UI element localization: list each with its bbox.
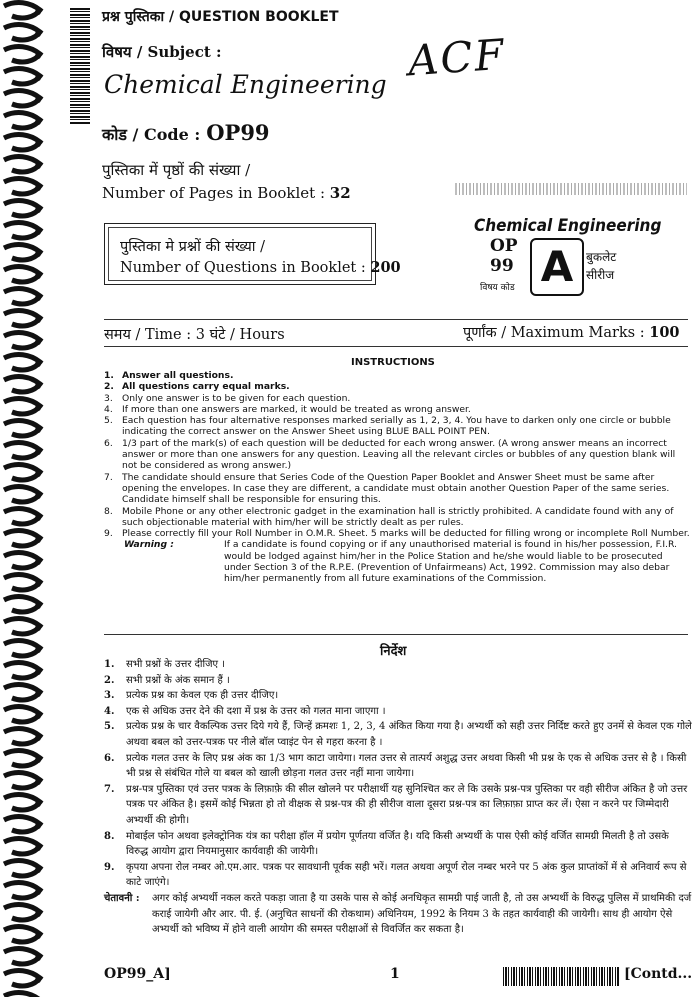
instruction-item: 4. If more than one answers are marked, it would be treated as wrong answer.: [104, 403, 471, 415]
series-letter: A: [540, 242, 574, 291]
code-line: [102, 120, 270, 145]
questions-line: [120, 259, 401, 276]
spiral-coil: [4, 25, 40, 40]
spiral-hole: [35, 273, 41, 279]
spiral-hole: [35, 757, 41, 763]
spiral-coil: [4, 949, 40, 964]
spiral-hole: [35, 647, 41, 653]
instruction-item: 6. 1/3 part of the mark(s) of each question will be deducted for each wrong answer. (A wrong answer means an incorrect answer or more than one answers for any question. Leaving all the relevant circles or bubbles of any question blank will not be considered as wrong answer.): [104, 437, 676, 472]
spiral-coil: [4, 575, 40, 590]
series-op: OP: [490, 236, 518, 256]
spiral-coil: [4, 751, 40, 766]
spiral-hole: [35, 383, 41, 389]
time-allowed: समय / Time : 3 घंटे / Hours: [104, 327, 285, 343]
series-letter-box: [530, 238, 584, 296]
instruction-item: 2. All questions carry equal marks.: [104, 381, 290, 393]
spiral-coil: [4, 509, 40, 524]
spiral-coil: [4, 597, 40, 612]
spiral-coil: [4, 861, 40, 876]
spiral-hole: [35, 405, 41, 411]
series-number: 99: [490, 256, 514, 276]
footer-code: OP99_A]: [104, 966, 171, 982]
spiral-coil: [4, 3, 40, 18]
spiral-coil: [4, 333, 40, 348]
spiral-hole: [35, 581, 41, 587]
spiral-hole: [35, 141, 41, 147]
spiral-hole: [35, 427, 41, 433]
spiral-coil: [4, 729, 40, 744]
hindi-warning-label: चेतावनी :: [104, 892, 140, 904]
instruction-item: 9. Please correctly fill your Roll Number in O.M.R. Sheet. 5 marks will be deducted for filling wrong or incomplete Roll Number.: [104, 528, 690, 540]
subject-name: Chemical Engineering: [104, 70, 387, 99]
questions-value: 200: [370, 259, 401, 276]
spiral-coil: [4, 289, 40, 304]
instructions-list: [104, 370, 692, 585]
spiral-hole: [35, 75, 41, 81]
spiral-coil: [4, 883, 40, 898]
spiral-hole: [35, 801, 41, 807]
spiral-hole: [35, 9, 41, 15]
spiral-coil: [4, 619, 40, 634]
spiral-hole: [35, 515, 41, 521]
footer-contd: [Contd...: [624, 966, 693, 982]
warning: [104, 539, 692, 584]
instruction-item: 8. Mobile Phone or any other electronic gadget in the examination hall is strictly prohibited. A candidate found with any of such objectionable material with him/her will be strictly dealt as per rules.: [104, 505, 674, 528]
hindi-instruction-item: 2. सभी प्रश्नों के अंक समान हैं ।: [104, 674, 230, 686]
pages-hindi: पुस्तिका में पृष्ठों की संख्या /: [102, 161, 251, 179]
spiral-coil: [4, 47, 40, 62]
spiral-coil: [4, 531, 40, 546]
spiral-hole: [35, 625, 41, 631]
code-label: कोड / Code :: [102, 125, 201, 144]
series-hindi-2: सीरीज: [586, 268, 615, 282]
page-number: 1: [390, 966, 400, 982]
spiral-coil: [4, 135, 40, 150]
hindi-instruction-item: 9. कृपया अपना रोल नम्बर ओ.एम.आर. पत्रक पर सावधानी पूर्वक सही भरें। गलत अथवा अपूर्ण रोल नम्बर भरने पर 5 अंक कुल प्राप्तांकों में से अनिवार्य रूप से काटे जाएंगे।: [104, 861, 687, 889]
spiral-coil: [4, 905, 40, 920]
spiral-hole: [35, 603, 41, 609]
spiral-coil: [4, 685, 40, 700]
spiral-coil: [4, 421, 40, 436]
spiral-hole: [35, 889, 41, 895]
spiral-hole: [35, 735, 41, 741]
spiral-hole: [35, 449, 41, 455]
small-barcode: [455, 183, 687, 195]
divider: [104, 346, 688, 347]
booklet-title: प्रश्न पुस्तिका / QUESTION BOOKLET: [102, 9, 339, 25]
spiral-hole: [35, 361, 41, 367]
spiral-coil: [4, 927, 40, 942]
spiral-coil: [4, 91, 40, 106]
spiral-coil: [4, 993, 40, 997]
handwritten-note: ACF: [406, 29, 508, 86]
spiral-coil: [4, 267, 40, 282]
spiral-hole: [35, 471, 41, 477]
instructions-heading: INSTRUCTIONS: [351, 357, 435, 368]
spiral-coil: [4, 399, 40, 414]
spiral-coil: [4, 465, 40, 480]
spiral-hole: [35, 977, 41, 983]
series-code-label: विषय कोड: [480, 283, 515, 293]
pages-line: [102, 184, 351, 202]
spiral-hole: [35, 119, 41, 125]
spiral-hole: [35, 317, 41, 323]
spiral-coil: [4, 641, 40, 656]
code-value: OP99: [206, 120, 270, 145]
spiral-coil: [4, 69, 40, 84]
spiral-hole: [35, 163, 41, 169]
spiral-coil: [4, 773, 40, 788]
spiral-hole: [35, 207, 41, 213]
pages-label: Number of Pages in Booklet :: [102, 184, 326, 202]
series-subject: Chemical Engineering: [474, 216, 662, 236]
footer-barcode: [503, 967, 619, 986]
questions-label: Number of Questions in Booklet :: [120, 260, 366, 276]
spiral-hole: [35, 933, 41, 939]
vertical-barcode: [70, 8, 90, 124]
spiral-coil: [4, 245, 40, 260]
spiral-coil: [4, 839, 40, 854]
instruction-item: 1. Answer all questions.: [104, 370, 234, 381]
instruction-item: 3. Only one answer is to be given for each question.: [104, 392, 351, 404]
spiral-hole: [35, 823, 41, 829]
spiral-hole: [35, 185, 41, 191]
spiral-coil: [4, 201, 40, 216]
spiral-coil: [4, 223, 40, 238]
spiral-coil: [4, 971, 40, 986]
spiral-hole: [35, 955, 41, 961]
hindi-instruction-item: 7. प्रश्न-पत्र पुस्तिका एवं उत्तर पत्रक के लिफ़ाफ़े की सील खोलने पर परीक्षार्थी यह सुनिश्चित कर ले कि उसके प्रश्न-पत्र पुस्तिका पर वही सीरीज अंकित है जो उत्तर पत्रक पर अंकित है। इसमें कोई भिन्नता हो तो वीक्षक से प्रश्न-पत्र की ही सीरीज वाला दूसरा प्रश्न-पत्र का लिफ़ाफ़ा प्राप्त कर लें। ऐसा न करने पर जिम्मेदारी अभ्यर्थी की होगी।: [104, 783, 688, 826]
hindi-warning: [104, 891, 694, 938]
spiral-coil: [4, 443, 40, 458]
spiral-hole: [35, 691, 41, 697]
divider: [104, 319, 688, 320]
spiral-hole: [35, 53, 41, 59]
spiral-hole: [35, 97, 41, 103]
spiral-binding: [0, 0, 52, 997]
spiral-hole: [35, 251, 41, 257]
hindi-instruction-item: 3. प्रत्येक प्रश्न का केवल एक ही उत्तर दीजिए।: [104, 690, 279, 702]
spiral-coil: [4, 553, 40, 568]
hindi-instructions-list: [104, 657, 694, 938]
spiral-hole: [35, 493, 41, 499]
hindi-warning-text: अगर कोई अभ्यर्थी नकल करते पकड़ा जाता है या उसके पास से कोई अनधिकृत सामग्री पाई जाती है, तो उस अभ्यर्थी के विरुद्ध पुलिस में प्राथमिकी दर्ज कराई जायेगी और आर. पी. ई. (अनुचित साधनों की रोकथाम) अधिनियम, 1992 के नियम 3 के तहत कार्यवाही की जायेगी। साथ ही आयोग ऐसे अभ्यर्थी को भविष्य में होने वाली आयोग की समस्त परीक्षाओं से विवर्जित कर सकता है।: [152, 892, 692, 936]
spiral-hole: [35, 31, 41, 37]
spiral-hole: [35, 845, 41, 851]
divider: [104, 634, 688, 635]
warning-text: If a candidate is found copying or if any unauthorised material is found in his/her possession, F.I.R. would be lodged against him/her in the Police Station and he/she would liable to be prosecuted under Section 3 of the R.P.E. (Prevention of Unfairmeans) Act, 1992. Commission may also debar him/her permanently from all future examinations of the Commission.: [224, 539, 677, 585]
hindi-instruction-item: 8. मोबाईल फोन अथवा इलेक्ट्रोनिक यंत्र का परीक्षा हॉल में प्रयोग पूर्णतया वर्जित है। यदि किसी अभ्यर्थी के पास ऐसी कोई वर्जित सामग्री मिलती है तो उसके विरुद्ध आयोग द्वारा नियमानुसार कार्यवाही की जायेगी।: [104, 830, 669, 858]
spiral-coil: [4, 663, 40, 678]
spiral-coil: [4, 179, 40, 194]
spiral-coil: [4, 355, 40, 370]
hindi-instruction-item: 4. एक से अधिक उत्तर देने की दशा में प्रश्न के उत्तर को गलत माना जाएगा ।: [104, 705, 386, 717]
subject-label: विषय / Subject :: [102, 43, 222, 61]
pages-value: 32: [329, 184, 351, 202]
spiral-hole: [35, 713, 41, 719]
spiral-hole: [35, 295, 41, 301]
spiral-coil: [4, 817, 40, 832]
spiral-hole: [35, 669, 41, 675]
instruction-item: 5. Each question has four alternative responses marked serially as 1, 2, 3, 4. You have to darken only one circle or bubble indicating the correct answer on the Answer Sheet using BLUE BALL POINT PEN.: [104, 415, 671, 438]
marks-value: 100: [649, 324, 680, 341]
spiral-coil: [4, 113, 40, 128]
hindi-heading: निर्देश: [380, 644, 407, 659]
questions-hindi: पुस्तिका मे प्रश्नों की संख्या /: [120, 239, 265, 255]
spiral-hole: [35, 911, 41, 917]
marks-label: पूर्णांक / Maximum Marks :: [463, 325, 645, 341]
series-hindi-1: बुकलेट: [586, 250, 617, 264]
instruction-item: 7. The candidate should ensure that Series Code of the Question Paper Booklet and Answer Sheet must be same after opening the envelopes. In case they are different, a candidate must obtain another Question Paper of the same series. Candidate himself shall be responsible for ensuring this.: [104, 471, 670, 506]
spiral-coil: [4, 157, 40, 172]
spiral-hole: [35, 779, 41, 785]
warning-label: Warning :: [124, 539, 174, 551]
spiral-coil: [4, 377, 40, 392]
spiral-coil: [4, 487, 40, 502]
spiral-hole: [35, 559, 41, 565]
spiral-coil: [4, 795, 40, 810]
spiral-hole: [35, 537, 41, 543]
spiral-hole: [35, 867, 41, 873]
hindi-instruction-item: 5. प्रत्येक प्रश्न के चार वैकल्पिक उत्तर दिये गये हैं, जिन्हें क्रमशः 1, 2, 3, 4 अंकित किया गया है। अभ्यर्थी को सही उत्तर निर्दिष्ट करते हुए उनमें से केवल एक गोले अथवा बबल को उत्तर-पत्रक पर नीले बॉल प्वाइंट पेन से गहरा करना है ।: [104, 721, 692, 748]
max-marks: [463, 322, 680, 342]
hindi-instruction-item: 6. प्रत्येक गलत उत्तर के लिए प्रश्न अंक का 1/3 भाग काटा जायेगा। गलत उत्तर से तात्पर्य अशुद्ध उत्तर अथवा किसी भी प्रश्न के एक से अधिक उत्तर से है । किसी भी प्रश्न से संबंधित गोले या बबल को खाली छोड़ना गलत उत्तर नहीं माना जायेगा।: [104, 752, 687, 780]
spiral-coil: [4, 311, 40, 326]
spiral-coil: [4, 707, 40, 722]
spiral-hole: [35, 339, 41, 345]
hindi-instruction-item: 1. सभी प्रश्नों के उत्तर दीजिए ।: [104, 659, 226, 670]
spiral-hole: [35, 229, 41, 235]
